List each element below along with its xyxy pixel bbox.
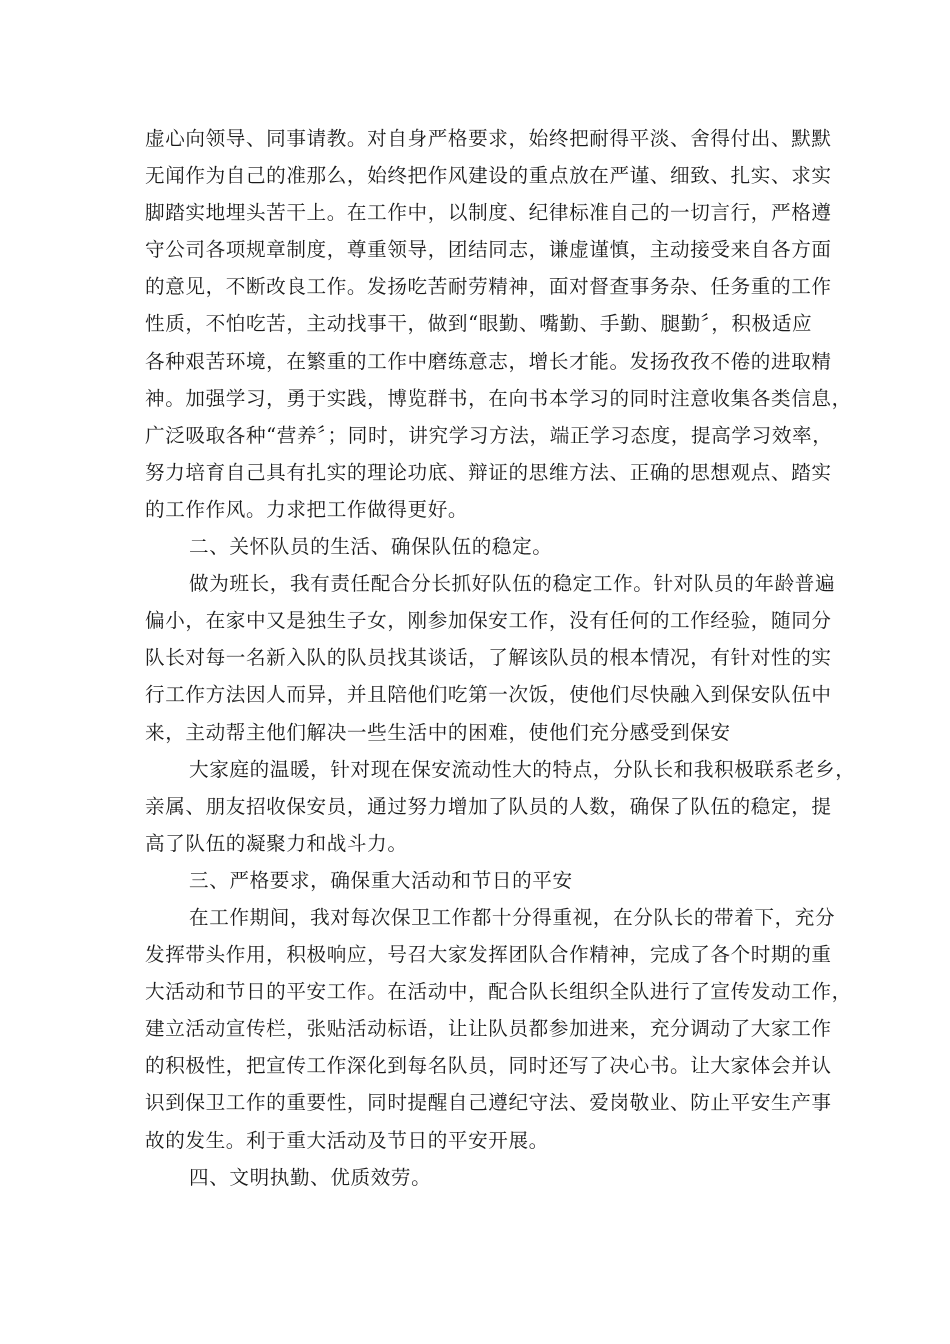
paragraph-start-line: 做为班长，我有责任配合分长抓好队伍的稳定工作。针对队员的年龄普遍 bbox=[189, 572, 836, 596]
paragraph-start-line: 在工作期间，我对每次保卫工作都十分得重视，在分队长的带着下，充分 bbox=[189, 905, 836, 929]
text-line: 识到保卫工作的重要性，同时提醒自己遵纪守法、爱岗敬业、防止平安生产事 bbox=[145, 1091, 832, 1115]
text-line: 守公司各项规章制度，尊重领导，团结同志，谦虚谨慎，主动接受来自各方面 bbox=[145, 238, 832, 262]
text-line: 高了队伍的凝聚力和战斗力。 bbox=[145, 831, 408, 855]
text-line: 亲属、朋友招收保安员，通过努力增加了队员的人数，确保了队伍的稳定，提 bbox=[145, 794, 832, 818]
text-line: 性质，不怕吃苦，主动找事干，做到“眼勤、嘴勤、手勤、腿勤〞，积极适应 bbox=[145, 312, 813, 336]
text-line: 广泛吸取各种“营养〞；同时，讲究学习方法，端正学习态度，提高学习效率， bbox=[145, 423, 833, 447]
text-line: 虚心向领导、同事请教。对自身严格要求，始终把耐得平淡、舍得付出、默默 bbox=[145, 127, 832, 150]
text-line: 的积极性，把宣传工作深化到每名队员，同时还写了决心书。让大家体会并认 bbox=[145, 1054, 832, 1078]
text-line: 建立活动宣传栏，张贴活动标语，让让队员都参加进来，充分调动了大家工作 bbox=[145, 1017, 832, 1041]
text-line: 的工作作风。力求把工作做得更好。 bbox=[145, 497, 469, 521]
paragraph-start-line: 三、严格要求，确保重大活动和节日的平安 bbox=[189, 868, 573, 892]
text-line: 努力培育自己具有扎实的理论功底、辩证的思维方法、正确的思想观点、踏实 bbox=[145, 460, 832, 484]
text-line: 故的发生。利于重大活动及节日的平安开展。 bbox=[145, 1128, 549, 1152]
paragraph-start-line: 二、关怀队员的生活、确保队伍的稳定。 bbox=[189, 535, 553, 559]
text-line: 无闻作为自己的准那么，始终把作风建设的重点放在严谨、细致、扎实、求实 bbox=[145, 164, 832, 188]
text-line: 来，主动帮主他们解决一些生活中的困难，使他们充分感受到保安 bbox=[145, 720, 731, 744]
text-line: 脚踏实地埋头苦干上。在工作中，以制度、纪律标准自己的一切言行，严格遵 bbox=[145, 201, 832, 225]
text-line: 发挥带头作用，积极响应，号召大家发挥团队合作精神，完成了各个时期的重 bbox=[145, 943, 832, 967]
text-line: 各种艰苦环境，在繁重的工作中磨练意志，增长才能。发扬孜孜不倦的进取精 bbox=[145, 349, 832, 373]
paragraph-start-line: 大家庭的温暖，针对现在保安流动性大的特点，分队长和我积极联系老乡， bbox=[189, 757, 856, 781]
document-body bbox=[145, 120, 856, 1196]
text-line: 行工作方法因人而异，并且陪他们吃第一次饭，使他们尽快融入到保安队伍中 bbox=[145, 683, 832, 707]
text-line: 的意见，不断改良工作。发扬吃苦耐劳精神，面对督查事务杂、任务重的工作 bbox=[145, 275, 832, 299]
text-line: 大活动和节日的平安工作。在活动中，配合队长组织全队进行了宣传发动工作， bbox=[145, 980, 852, 1004]
text-line: 偏小，在家中又是独生子女，刚参加保安工作，没有任何的工作经验，随同分 bbox=[145, 609, 832, 633]
text-line: 队长对每一名新入队的队员找其谈话，了解该队员的根本情况，有针对性的实 bbox=[145, 646, 832, 670]
text-line: 神。加强学习，勇于实践，博览群书，在向书本学习的同时注意收集各类信息， bbox=[145, 386, 852, 410]
paragraph-start-line: 四、文明执勤、优质效劳。 bbox=[189, 1165, 432, 1189]
